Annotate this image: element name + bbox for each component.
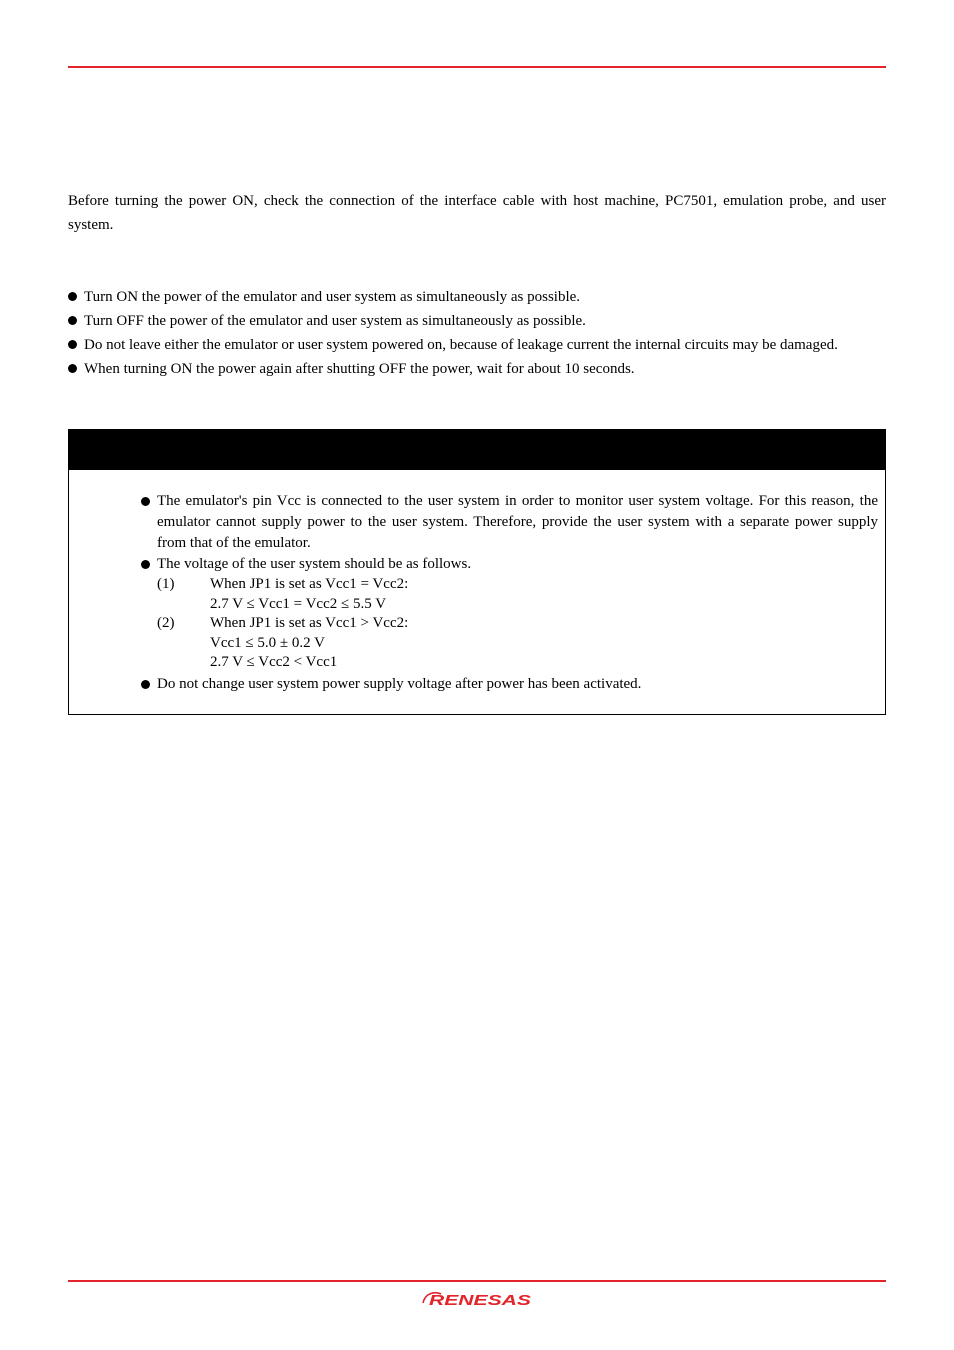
intro-paragraph: Before turning the power ON, check the connection of the interface cable with host machine, PC7501, emulation probe, and user system. xyxy=(68,193,886,233)
condition-text: When JP1 is set as Vcc1 = Vcc2: xyxy=(210,576,409,592)
caution-header-bar xyxy=(69,430,885,470)
condition-text: 2.7 V ≤ Vcc1 = Vcc2 ≤ 5.5 V xyxy=(210,595,387,612)
voltage-range-row xyxy=(141,595,878,615)
caution-body xyxy=(141,491,878,695)
bullet-icon xyxy=(68,340,77,349)
bullet-icon xyxy=(141,560,150,569)
condition-text: When JP1 is set as Vcc1 > Vcc2: xyxy=(210,615,409,631)
logo-text: RENESAS xyxy=(429,1293,532,1309)
condition-text: 2.7 V ≤ Vcc2 < Vcc1 xyxy=(210,654,338,670)
power-bullet-list xyxy=(68,285,886,381)
condition-number: (2) xyxy=(157,615,175,631)
bullet-icon xyxy=(68,316,77,325)
voltage-range-row xyxy=(141,634,878,654)
bullet-icon xyxy=(141,497,150,506)
caution-item: The voltage of the user system should be as follows. xyxy=(141,554,878,575)
condition-number: (1) xyxy=(157,576,175,592)
footer-rule xyxy=(68,1280,886,1282)
bullet-item: Do not leave either the emulator or user system powered on, because of leakage current the internal circuits may be damaged. xyxy=(68,333,886,357)
bullet-icon xyxy=(141,680,150,689)
caution-box xyxy=(68,429,886,715)
caution-item: The emulator's pin Vcc is connected to the user system in order to monitor user system voltage. For this reason, the emulator cannot supply power to the user system. Therefore, provide the user system with a separate power supply from that of the emulator. xyxy=(141,491,878,554)
voltage-condition-row xyxy=(141,614,878,634)
renesas-logo-icon xyxy=(421,1289,533,1309)
voltage-range-row xyxy=(141,653,878,673)
header-rule xyxy=(68,66,886,68)
bullet-icon xyxy=(68,292,77,301)
condition-text: Vcc1 ≤ 5.0 ± 0.2 V xyxy=(210,634,325,651)
bullet-item: When turning ON the power again after shutting OFF the power, wait for about 10 seconds. xyxy=(68,357,886,381)
caution-item: Do not change user system power supply voltage after power has been activated. xyxy=(141,674,878,695)
bullet-item: Turn OFF the power of the emulator and user system as simultaneously as possible. xyxy=(68,309,886,333)
bullet-item: Turn ON the power of the emulator and user system as simultaneously as possible. xyxy=(68,285,886,309)
voltage-condition-row xyxy=(141,575,878,595)
bullet-icon xyxy=(68,364,77,373)
